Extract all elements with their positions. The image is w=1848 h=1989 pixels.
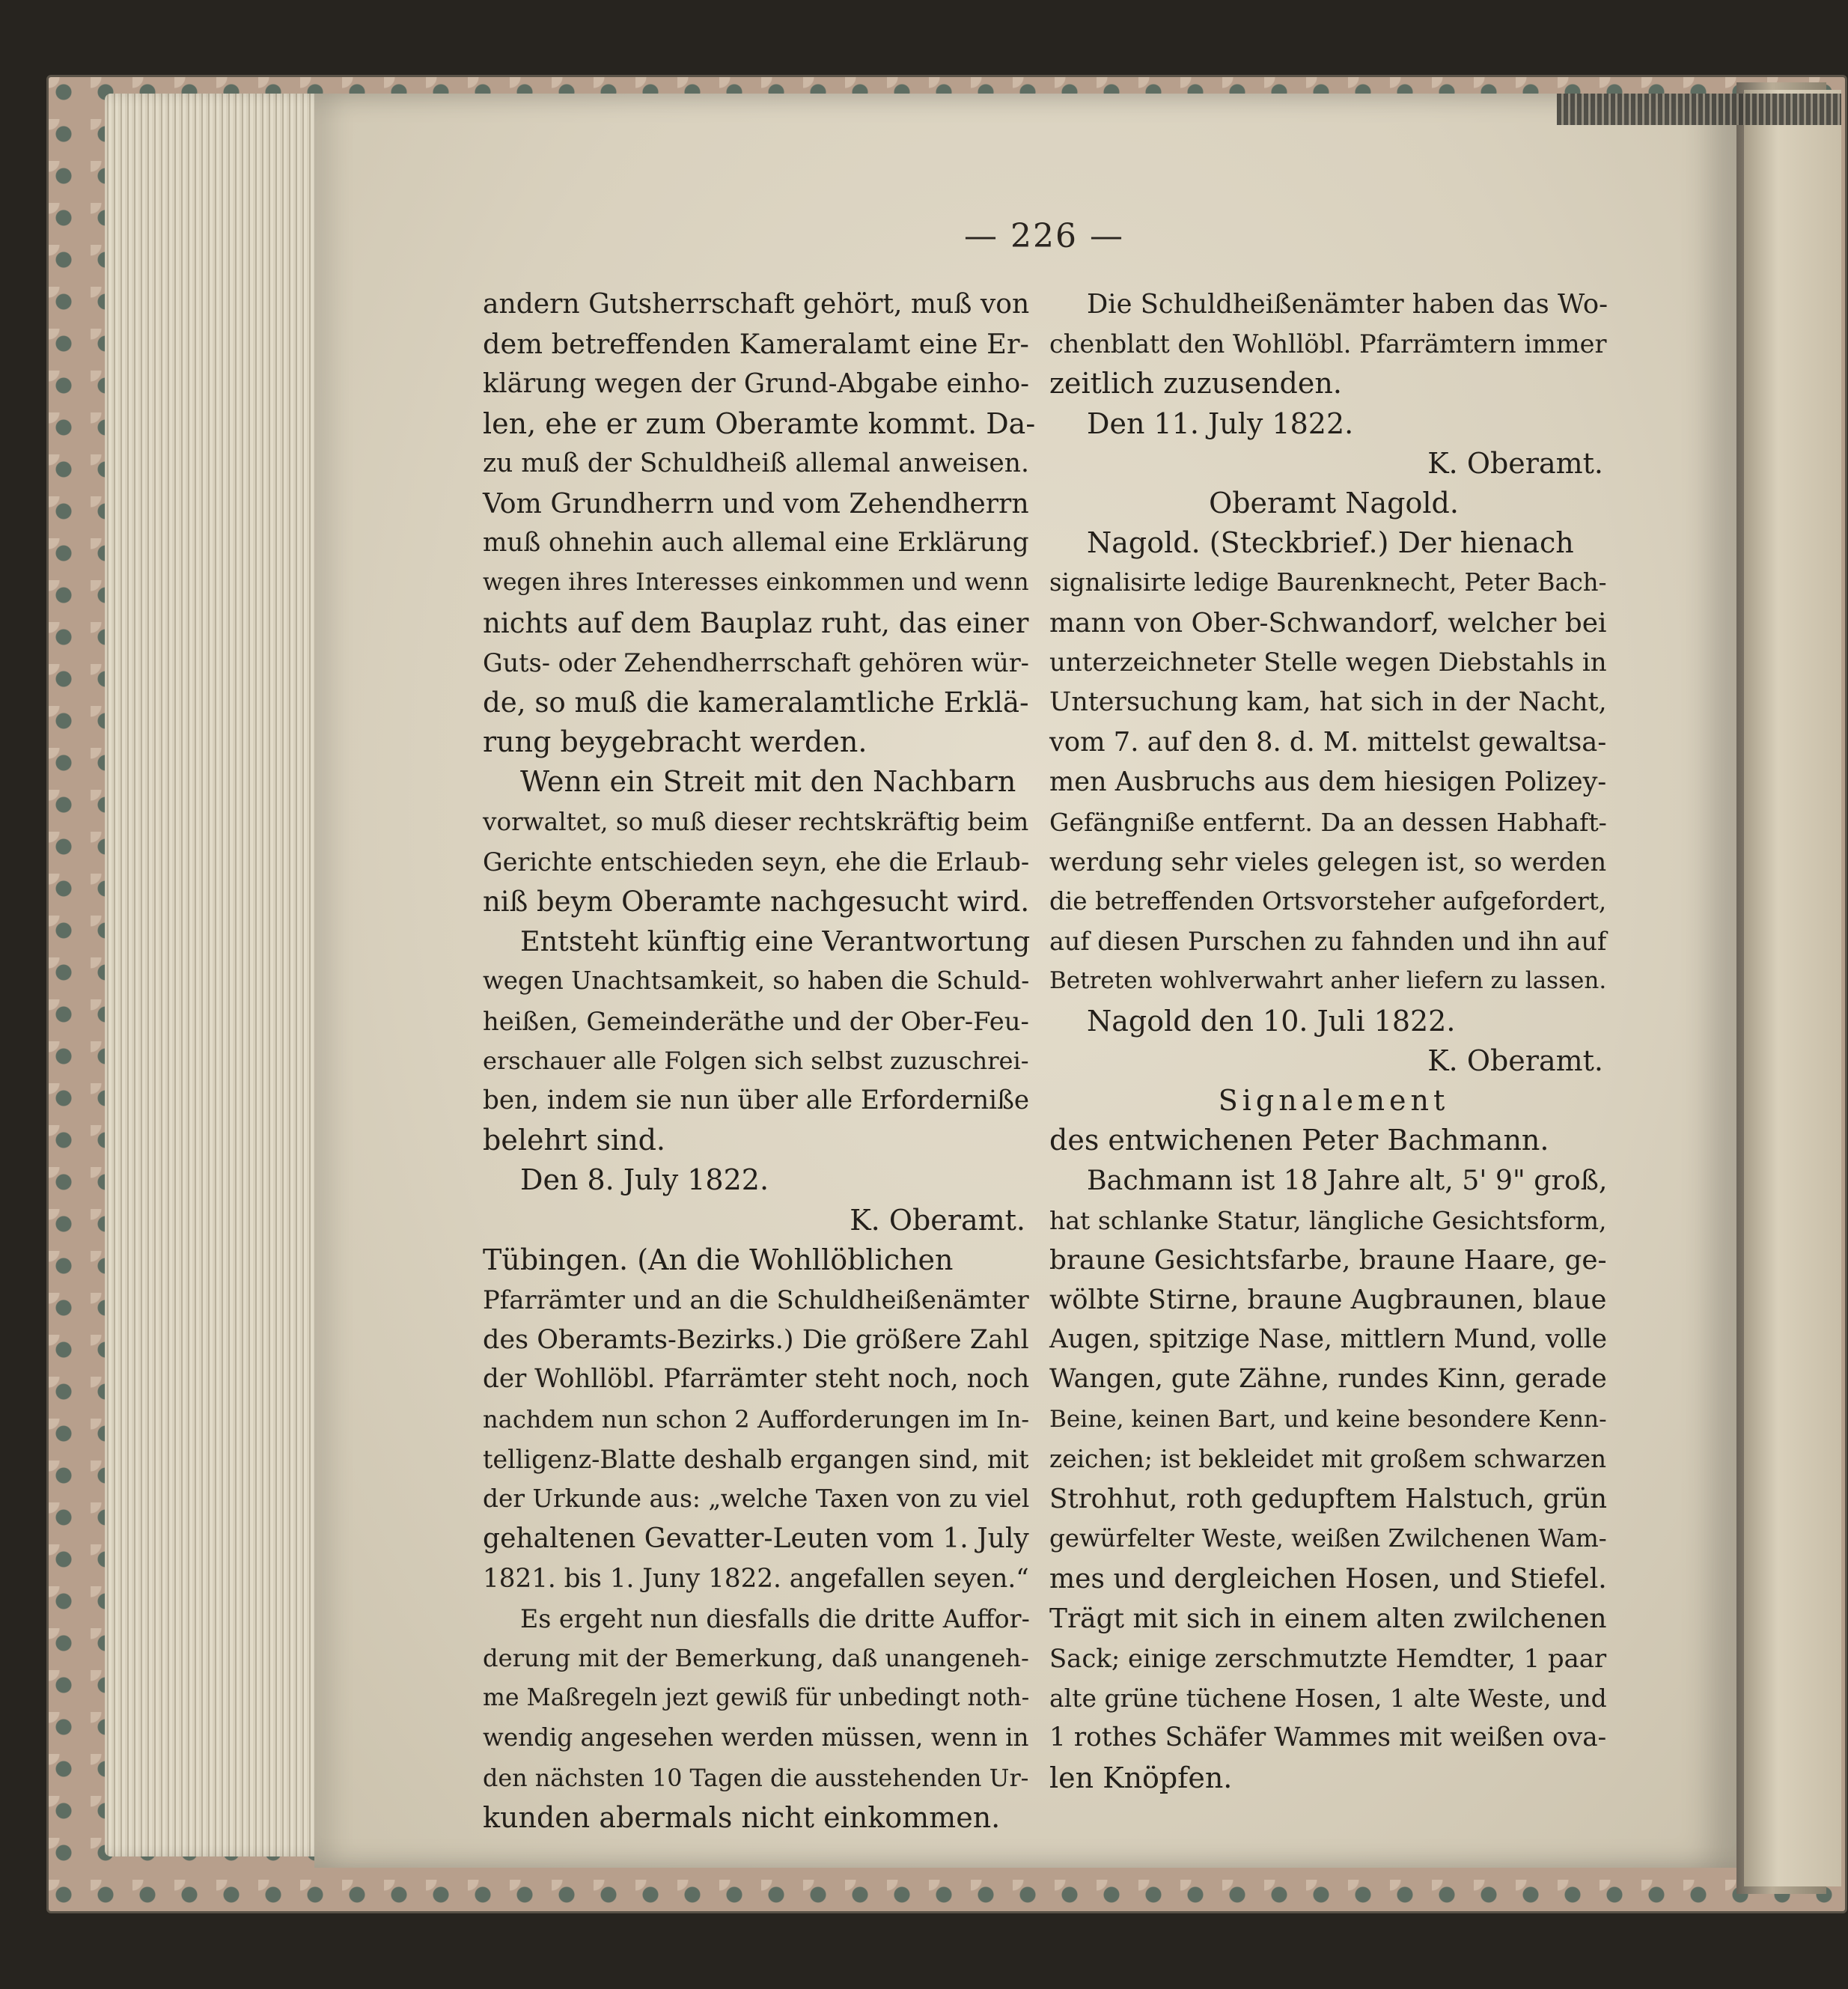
signature: K. Oberamt. bbox=[850, 1203, 1025, 1237]
page-block-edges bbox=[105, 94, 329, 1856]
text-line: wölbte Stirne, braune Augbraunen, blaue bbox=[1049, 1285, 1607, 1316]
text-line: den nächsten 10 Tagen die ausstehenden Ur- bbox=[483, 1763, 1029, 1792]
text-line: die betreffenden Ortsvorsteher aufgefordert, bbox=[1049, 887, 1607, 916]
text-line: 1 rothes Schäfer Wammes mit weißen ova- bbox=[1049, 1723, 1607, 1753]
text-line: Wangen, gute Zähne, rundes Kinn, gerade bbox=[1049, 1364, 1607, 1395]
text-line: Die Schuldheißenämter haben das Wo- bbox=[1087, 289, 1608, 320]
dateline: Nagold den 10. Juli 1822. bbox=[1087, 1004, 1456, 1038]
text-line: Betreten wohlverwahrt anher liefern zu lassen. bbox=[1049, 967, 1607, 995]
text-line: Strohhut, roth gedupftem Halstuch, grün bbox=[1049, 1484, 1608, 1515]
paragraph-3 bbox=[1049, 1160, 1618, 1797]
paragraph-4 bbox=[483, 1240, 1040, 1599]
text-line: wegen Unachtsamkeit, so haben die Schuld- bbox=[483, 966, 1030, 996]
text-line: 1821. bis 1. Juny 1822. angefallen seyen.“ bbox=[483, 1563, 1029, 1594]
text-line: Untersuchung kam, hat sich in der Nacht, bbox=[1049, 687, 1607, 718]
text-line: Gerichte entschieden seyn, ehe die Erlaub- bbox=[483, 847, 1030, 877]
signature: K. Oberamt. bbox=[1427, 446, 1603, 480]
signalement-subtitle: des entwichenen Peter Bachmann. bbox=[1049, 1124, 1549, 1157]
text-line: des Oberamts-Bezirks.) Die größere Zahl bbox=[483, 1324, 1029, 1356]
section-heading: Oberamt Nagold. bbox=[1209, 487, 1459, 520]
text-line: mann von Ober-Schwandorf, welcher bei bbox=[1049, 607, 1607, 639]
text-line: Wenn ein Streit mit den Nachbarn bbox=[520, 765, 1016, 799]
text-line: derung mit der Bemerkung, daß unangeneh- bbox=[483, 1643, 1029, 1672]
text-line: de, so muß die kameralamtliche Erklä- bbox=[483, 686, 1029, 719]
dateline: Den 11. July 1822. bbox=[1087, 406, 1354, 440]
text-line: kunden abermals nicht einkommen. bbox=[483, 1800, 1001, 1834]
text-line: zeichen; ist bekleidet mit großem schwarzen bbox=[1049, 1444, 1607, 1473]
text-line: men Ausbruchs aus dem hiesigen Polizey- bbox=[1049, 767, 1607, 798]
text-line: unterzeichneter Stelle wegen Diebstahls in bbox=[1049, 647, 1607, 677]
text-line: telligenz-Blatte deshalb ergangen sind, mit bbox=[483, 1444, 1029, 1474]
text-line: signalisirte ledige Baurenknecht, Peter Bach- bbox=[1049, 568, 1607, 597]
paragraph-1 bbox=[1049, 284, 1618, 404]
text-line: der Wohllöbl. Pfarrämter steht noch, noch bbox=[483, 1364, 1030, 1395]
text-line: wendig angesehen werden müssen, wenn in bbox=[483, 1723, 1029, 1752]
paragraph-2 bbox=[483, 762, 1040, 922]
text-line: gewürfelter Weste, weißen Zwilchenen Wam- bbox=[1049, 1524, 1607, 1553]
text-line: gehaltenen Gevatter-Leuten vom 1. July bbox=[483, 1523, 1029, 1555]
text-line: heißen, Gemeinderäthe und der Ober-Feu- bbox=[483, 1006, 1029, 1036]
text-line: Bachmann ist 18 Jahre alt, 5' 9" groß, bbox=[1087, 1164, 1608, 1197]
right-column bbox=[1049, 284, 1618, 1798]
text-line: erschauer alle Folgen sich selbst zuzuschrei- bbox=[483, 1046, 1029, 1075]
text-line: andern Gutsherrschaft gehört, muß von bbox=[483, 288, 1030, 320]
text-line: Trägt mit sich in einem alten zwilchenen bbox=[1049, 1603, 1607, 1634]
text-line: muß ohnehin auch allemal eine Erklärung bbox=[483, 528, 1029, 558]
text-line: zeitlich zuzusenden. bbox=[1049, 367, 1342, 400]
text-line: hat schlanke Statur, längliche Gesichtsform, bbox=[1049, 1205, 1607, 1235]
text-line: len Knöpfen. bbox=[1049, 1761, 1233, 1794]
right-page-edge bbox=[1744, 90, 1841, 1886]
paragraph-1 bbox=[483, 284, 1040, 762]
text-line: nichts auf dem Bauplaz ruht, das einer bbox=[483, 606, 1029, 639]
text-line: wegen ihres Interesses einkommen und wenn bbox=[483, 569, 1029, 597]
text-line: rung beygebracht werden. bbox=[483, 725, 867, 759]
text-line: nachdem nun schon 2 Aufforderungen im In- bbox=[483, 1404, 1030, 1434]
text-line: Entsteht künftig eine Verantwortung bbox=[520, 925, 1031, 958]
text-line: chenblatt den Wohllöbl. Pfarrämtern immer bbox=[1049, 329, 1607, 359]
text-line: ben, indem sie nun über alle Erforderniße bbox=[483, 1085, 1030, 1116]
dateline: Den 8. July 1822. bbox=[520, 1163, 769, 1197]
text-line: Es ergeht nun diesfalls die dritte Auffor- bbox=[520, 1603, 1030, 1633]
text-line: Nagold. (Steckbrief.) Der hienach bbox=[1087, 526, 1574, 560]
text-line: alte grüne tüchene Hosen, 1 alte Weste, und bbox=[1049, 1684, 1607, 1714]
text-line: mes und dergleichen Hosen, und Stiefel. bbox=[1049, 1562, 1607, 1594]
paragraph-3 bbox=[483, 922, 1040, 1160]
text-line: me Maßregeln jezt gewiß für unbedingt noth- bbox=[483, 1684, 1030, 1712]
paragraph-5 bbox=[483, 1599, 1040, 1838]
text-line: niß beym Oberamte nachgesucht wird. bbox=[483, 886, 1030, 919]
text-line: der Urkunde aus: „welche Taxen von zu viel bbox=[483, 1484, 1030, 1514]
text-line: Tübingen. (An die Wohllöblichen bbox=[483, 1243, 954, 1276]
text-line: belehrt sind. bbox=[483, 1124, 665, 1157]
text-line: dem betreffenden Kameralamt eine Er- bbox=[483, 328, 1029, 361]
text-line: Augen, spitzige Nase, mittlern Mund, volle bbox=[1049, 1324, 1607, 1355]
text-line: braune Gesichtsfarbe, braune Haare, ge- bbox=[1049, 1244, 1607, 1276]
text-line: auf diesen Purschen zu fahnden und ihn auf bbox=[1049, 927, 1607, 957]
left-column bbox=[483, 284, 1040, 1838]
text-line: Gefängniße entfernt. Da an dessen Habhaft- bbox=[1049, 807, 1607, 837]
text-line: Beine, keinen Bart, und keine besondere Kenn- bbox=[1049, 1405, 1607, 1433]
text-line: Sack; einige zerschmutzte Hemdter, 1 paar bbox=[1049, 1643, 1607, 1673]
text-line: Guts- oder Zehendherrschaft gehören wür- bbox=[483, 648, 1029, 677]
text-line: klärung wegen der Grund-Abgabe einho- bbox=[483, 368, 1030, 400]
text-line: vom 7. auf den 8. d. M. mittelst gewaltsa- bbox=[1049, 727, 1607, 758]
text-line: vorwaltet, so muß dieser rechtskräftig beim bbox=[483, 807, 1029, 836]
text-line: Pfarrämter und an die Schuldheißenämter bbox=[483, 1285, 1029, 1315]
signalement-title: Signalement bbox=[1218, 1084, 1450, 1118]
text-line: werdung sehr vieles gelegen ist, so werden bbox=[1049, 847, 1607, 877]
text-line: zu muß der Schuldheiß allemal anweisen. bbox=[483, 448, 1029, 478]
paragraph-2 bbox=[1049, 523, 1618, 1001]
page-number: — 226 — bbox=[964, 217, 1124, 255]
scale-ruler bbox=[1557, 94, 1841, 125]
signature: K. Oberamt. bbox=[1427, 1044, 1603, 1077]
text-line: Vom Grundherrn und vom Zehendherrn bbox=[483, 487, 1029, 520]
text-line: len, ehe er zum Oberamte kommt. Da- bbox=[483, 406, 1036, 440]
